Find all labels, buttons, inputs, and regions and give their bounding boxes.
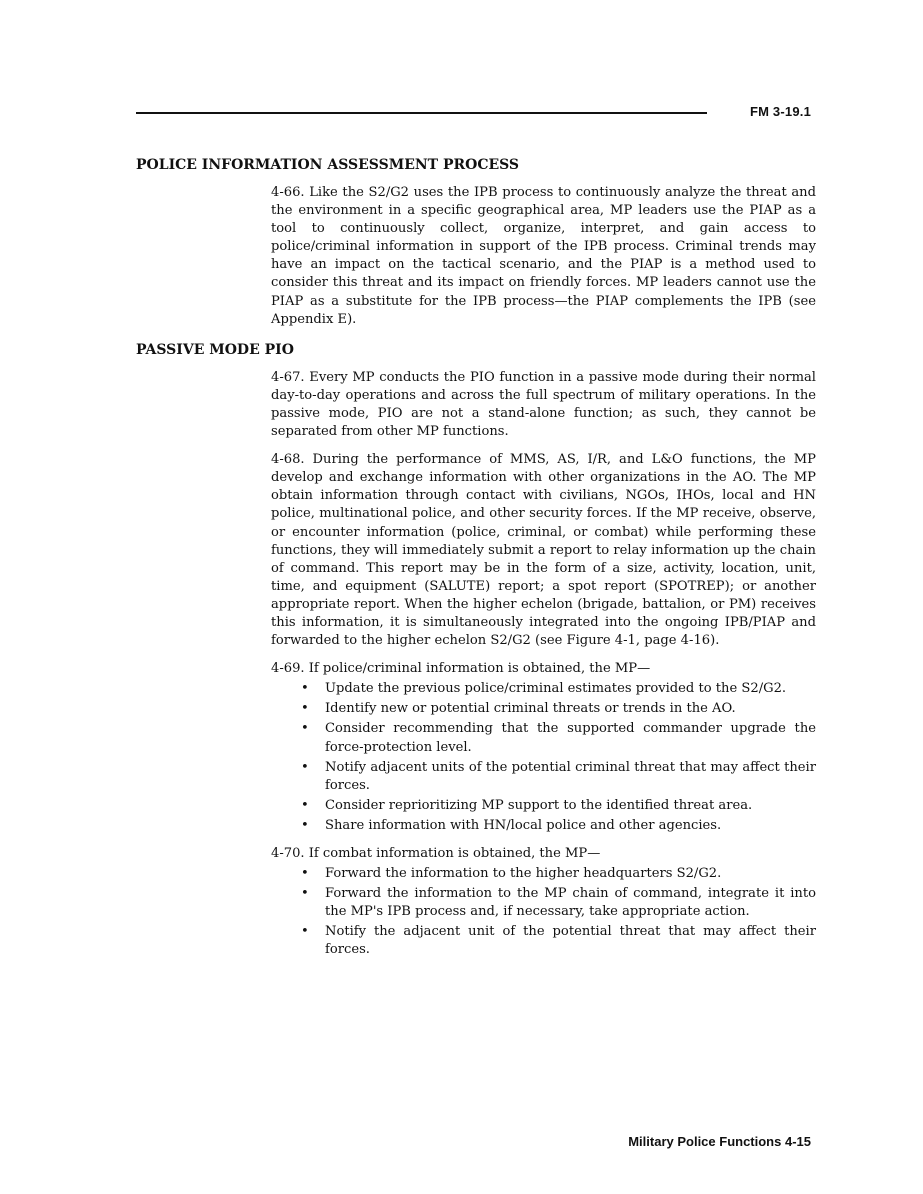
list-item-text: Notify adjacent units of the potential criminal threat that may affect their forces. [325,759,816,793]
list-item-text: Consider reprioritizing MP support to the identified threat area. [325,797,753,813]
section-piap [136,156,816,329]
list-item [271,885,816,921]
list-item-text: Forward the information to the MP chain of command, integrate it into the MP's IPB process and, if necessary, take appropriate action. [325,886,816,920]
list-item-text: Update the previous police/criminal estimates provided to the S2/G2. [325,681,787,697]
document-id: FM 3-19.1 [749,104,811,119]
list-item-text: Forward the information to the higher headquarters S2/G2. [325,866,722,882]
header-rule [136,112,707,114]
bullet-list-4-69 [271,680,816,835]
list-item [271,680,816,698]
bullet-icon: • [301,866,309,882]
paragraph-4-67: 4-67. Every MP conducts the PIO function in a passive mode during their normal day-to-day operations and across the full spectrum of military operations. In the passive mode, PIO are not a stand-alone function; as such, they cannot be separated from other MP functions. [271,369,816,440]
list-item-text: Consider recommending that the supported commander upgrade the force-protection level. [325,721,816,755]
section-heading: POLICE INFORMATION ASSESSMENT PROCESS [136,157,520,173]
paragraph-4-69: 4-69. If police/criminal information is obtained, the MP— [271,661,651,677]
list-item [271,759,816,795]
bullet-list-4-70 [271,865,816,959]
bullet-icon: • [301,797,309,813]
bullet-icon: • [301,817,309,833]
section-heading: PASSIVE MODE PIO [136,341,294,358]
bullet-icon: • [301,886,309,902]
list-item [271,700,816,718]
page-content [136,156,816,970]
list-item-text: Share information with HN/local police and other agencies. [325,817,722,833]
section-passive-mode-pio [136,341,816,960]
paragraph-4-68: 4-68. During the performance of MMS, AS, I/R, and L&O functions, the MP develop and exchange information with other organizations in the AO. The MP obtain information through contact with civilians, NGOs, IHOs, local and HN police, multinational police, and other security forces. If the MP receive, observe, or encounter information (police, criminal, or combat) while performing these functions, they will immediately submit a report to relay information up the chain of command. This report may be in the form of a size, activity, location, unit, time, and equipment (SALUTE) report; a spot report (SPOTREP); or another appropriate report. When the higher echelon (brigade, battalion, or PM) receives this information, it is simultaneously integrated into the ongoing IPB/PIAP and forwarded to the higher echelon S2/G2 (see Figure 4-1, page 4-16). [271,452,816,649]
bullet-icon: • [301,721,309,737]
page-footer: Military Police Functions 4-15 [628,1134,811,1149]
list-item [271,865,816,883]
bullet-icon: • [301,759,309,775]
list-item [271,720,816,756]
list-item-text: Notify the adjacent unit of the potential threat that may affect their forces. [325,924,816,958]
bullet-icon: • [301,924,309,940]
list-item-text: Identify new or potential criminal threats or trends in the AO. [325,701,736,717]
bullet-icon: • [301,701,309,717]
list-item [271,923,816,959]
list-item [271,817,816,835]
paragraph-4-70: 4-70. If combat information is obtained, the MP— [271,846,601,861]
paragraph-4-66: 4-66. Like the S2/G2 uses the IPB process to continuously analyze the threat and the environment in a specific geographical area, MP leaders use the PIAP as a tool to continuously collect, organize, interpret, and gain access to police/criminal information in support of the IPB process. Criminal trends may have an impact on the tactical scenario, and the PIAP is a method used to consider this threat and its impact on friendly forces. MP leaders cannot use the PIAP as a substitute for the IPB process—the PIAP complements the IPB (see Appendix E). [271,185,816,327]
list-item [271,797,816,815]
bullet-icon: • [301,681,309,697]
